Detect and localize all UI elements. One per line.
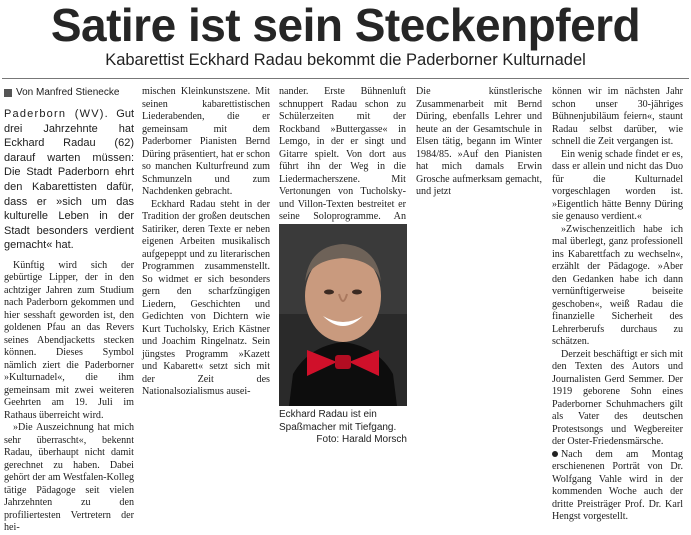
column-4 (416, 86, 542, 199)
paragraph: Derzeit beschäftigt er sich mit den Texten des Autors und Journalisten Gerd Semmer. Der 1919 geborene Sohn eines Paderborner Schuhmachers gilt als Vater des deutschen Protestsongs und Wegbereiter der Oster-Friedensmärsche. (552, 348, 683, 447)
divider (2, 78, 689, 79)
headline: Satire ist sein Steckenpferd (50, 0, 641, 51)
portrait-photo (279, 224, 407, 406)
byline-text: Von Manfred Stienecke (16, 87, 120, 98)
paragraph: »Die Auszeichnung hat mich sehr überrascht«, bekennt Radau, überhaupt nicht damit gerechnet zu haben. Dabei gehört der am Westfalen-Kolleg tätige Pädagoge seit vielen Jahrzehnten zu den profiliertesten Vertretern der hei- (4, 422, 134, 534)
byline (4, 87, 134, 99)
paragraph: Ein wenig schade findet er es, dass er allein und nicht das Duo für die Kulturnadel vorgeschlagen worden ist. »Eigentlich hätte Benny Düring sie genauso verdient.« (552, 148, 683, 222)
paragraph: können wir im nächsten Jahr schon unser 30-jähriges Bühnenjubiläum feiern«, staunt Radau selbst darüber, wie schnell die Zeit vergangen ist. (552, 86, 683, 147)
paragraph: nander. Erste Bühnenluft schnuppert Radau schon zu Schülerzeiten mit der Rockband »Buttergasse« in Lemgo, in der er singt und Gitarre spielt. Von dort aus führt ihn der Weg in die Liedermacherszene. Mit Vertonungen von Tucholsky- und Villon-Texten bestreitet er seine Soloprogramme. An (279, 86, 406, 222)
photo-caption (279, 409, 407, 447)
paragraph: »Zwischenzeitlich habe ich mal überlegt, ganz professionell ins Kabarettfach zu wechseln«, erzählt der Pädagoge. »Aber den Gedanken habe ich dann vernünftigerweise beiseite geschoben«, weiß Radau die finanzielle Sicherheit des Lehrerberufs durchaus zu schätzen. (552, 223, 683, 347)
paragraph: Eckhard Radau steht in der Tradition der großen deutschen Satiriker, deren Texte er neben eigenen Arbeiten musikalisch aufgepeppt und zu literarischen Programmen zusammenstellt. So widmet er sich besonders gern den scharfzüngigen Liedern, Geschichten und Gedichten von Dichtern wie Kurt Tucholsky, Erich Kästner und Joachim Ringelnatz. Sein jüngstes Programm »Kazett und Kabarett« setzt sich mit der Zeit des Nationalsozialismus ausei- (142, 198, 270, 397)
bullet-note-text: Nach dem am Montag erschienenen Porträt von Dr. Wolfgang Vahle wird in der kommenden Woche auch der dritte Preisträger Prof. Dr. Karl Hengst vorgestellt. (552, 448, 683, 522)
byline-square-icon (4, 89, 12, 97)
photo-credit: Foto: Harald Morsch (316, 434, 407, 445)
dateline: Paderborn (WV). (4, 108, 109, 120)
photo-frame (279, 224, 407, 406)
subheadline: Kabarettist Eckhard Radau bekommt die Paderborner Kulturnadel (105, 51, 586, 69)
bullet-note (552, 449, 683, 524)
column-5 (552, 86, 683, 524)
paragraph: mischen Kleinkunstszene. Mit seinen kabarettistischen Liederabenden, die er gemeinsam mit dem Paderborner Pianisten Bernd Düring präsentiert, hat er schon so manchen Kulturfreund zum Schmunzeln und zum Nachdenken gebracht. (142, 86, 270, 197)
paragraph: Die künstlerische Zusammenarbeit mit Bernd Düring, ebenfalls Lehrer und heute an der Gesamtschule in Elsen tätig, begann im Winter 1984/85. »Auf den Pianisten hat mich damals Erwin Grosche aufmerksam gemacht, und jetzt (416, 86, 542, 197)
lead-text: Gut drei Jahrzehnte hat Eckhard Radau (62) darauf warten müssen: Die Stadt Paderborn ehrt den Kabarettisten dafür, dass er »sich um das kulturelle Leben in der Stadt besonders verdient gemacht« hat. (4, 108, 134, 252)
lead-paragraph (4, 107, 134, 253)
column-1 (4, 87, 134, 535)
portrait-illustration (279, 224, 407, 406)
caption-text: Eckhard Radau ist ein Spaßmacher mit Tiefgang. (279, 409, 397, 433)
bullet-icon (552, 451, 558, 457)
column-2 (142, 86, 270, 399)
paragraph: Künftig wird sich der gebürtige Lipper, der in den achtziger Jahren zum Studium nach Paderborn gekommen und hier sesshaft geworden ist, den goldenen Pfau an das Revers seines Abendjacketts stecken können. Dieses Symbol nämlich ziert die Paderborner »Kulturnadel«, die ihm gemeinsam mit zwei weiteren Geehrten am 19. Juli im Rathaus überreicht wird. (4, 259, 134, 421)
column-3 (279, 86, 406, 222)
